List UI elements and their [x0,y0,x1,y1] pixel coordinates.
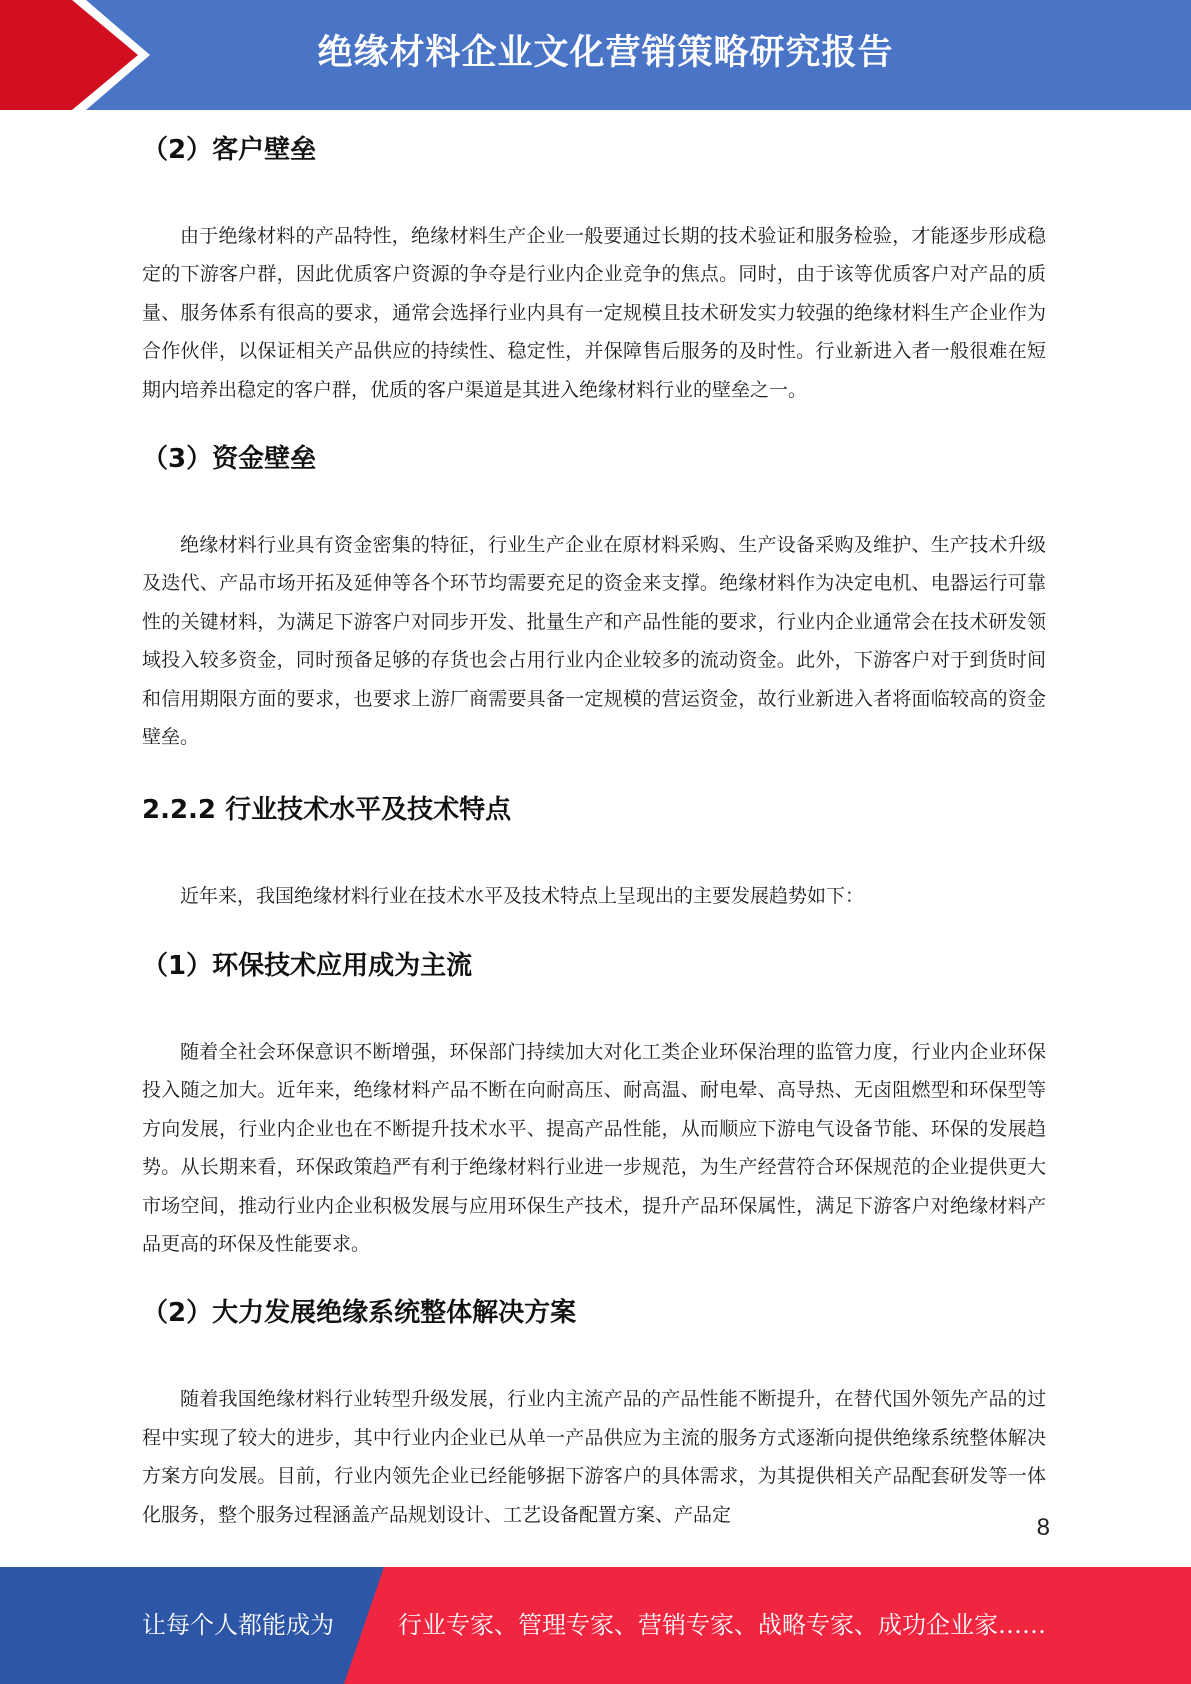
paragraph-capital-barrier: 绝缘材料行业具有资金密集的特征，行业生产企业在原材料采购、生产设备采购及维护、生产技术升级及迭代、产品市场开拓及延伸等各个环节均需要充足的资金来支撑。绝缘材料作为决定电机、电器运行可靠性的关键材料，为满足下游客户对同步开发、批量生产和产品性能的要求，行业内企业通常会在技术研发领域投入较多资金，同时预备足够的存货也会占用行业内企业较多的流动资金。此外，下游客户对于到货时间和信用期限方面的要求，也要求上游厂商需要具备一定规模的营运资金，故行业新进入者将面临较高的资金壁垒。 [142,534,1046,749]
section-heading-tech-level: 2.2.2 行业技术水平及技术特点 [142,795,512,826]
paragraph-customer-barrier: 由于绝缘材料的产品特性，绝缘材料生产企业一般要通过长期的技术验证和服务检验，才能逐步形成稳定的下游客户群，因此优质客户资源的争夺是行业内企业竞争的焦点。同时，由于该等优质客户对产品的质量、服务体系有很高的要求，通常会选择行业内具有一定规模且技术研发实力较强的绝缘材料生产企业作为合作伙伴，以保证相关产品供应的持续性、稳定性，并保障售后服务的及时性。行业新进入者一般很难在短期内培养出稳定的客户群，优质的客户渠道是其进入绝缘材料行业的壁垒之一。 [142,225,1046,401]
main-content [142,118,1046,1534]
report-title: 绝缘材料企业文化营销策略研究报告 [317,33,894,73]
section-heading-customer-barrier: （2）客户壁垒 [142,135,317,165]
page-footer [0,1567,1191,1684]
footer-slogan-right: 行业专家、管理专家、营销专家、战略专家、成功企业家…… [398,1611,1046,1639]
section-heading-eco-tech: （1）环保技术应用成为主流 [142,950,473,981]
paragraph-system-solution: 随着我国绝缘材料行业转型升级发展，行业内主流产品的产品性能不断提升，在替代国外领先产品的过程中实现了较大的进步，其中行业内企业已从单一产品供应为主流的服务方式逐渐向提供绝缘系统整体解决方案方向发展。目前，行业内领先企业已经能够据下游客户的具体需求，为其提供相关产品配套研发等一体化服务，整个服务过程涵盖产品规划设计、工艺设备配置方案、产品定 [142,1388,1046,1526]
page-number: 8 [1036,1514,1050,1541]
footer-slogan-left: 让每个人都能成为 [142,1611,334,1639]
paragraph-tech-intro: 近年来，我国绝缘材料行业在技术水平及技术特点上呈现出的主要发展趋势如下： [180,885,865,908]
section-heading-capital-barrier: （3）资金壁垒 [142,444,317,475]
page-header [0,0,1191,110]
section-heading-system-solution: （2）大力发展绝缘系统整体解决方案 [142,1298,577,1329]
paragraph-eco-tech: 随着全社会环保意识不断增强，环保部门持续加大对化工类企业环保治理的监管力度，行业内企业环保投入随之加大。近年来，绝缘材料产品不断在向耐高压、耐高温、耐电晕、高导热、无卤阻燃型和环保型等方向发展，行业内企业也在不断提升技术水平、提高产品性能，从而顺应下游电气设备节能、环保的发展趋势。从长期来看，环保政策趋严有利于绝缘材料行业进一步规范，为生产经营符合环保规范的企业提供更大市场空间，推动行业内企业积极发展与应用环保生产技术，提升产品环保属性，满足下游客户对绝缘材料产品更高的环保及性能要求。 [142,1040,1046,1255]
